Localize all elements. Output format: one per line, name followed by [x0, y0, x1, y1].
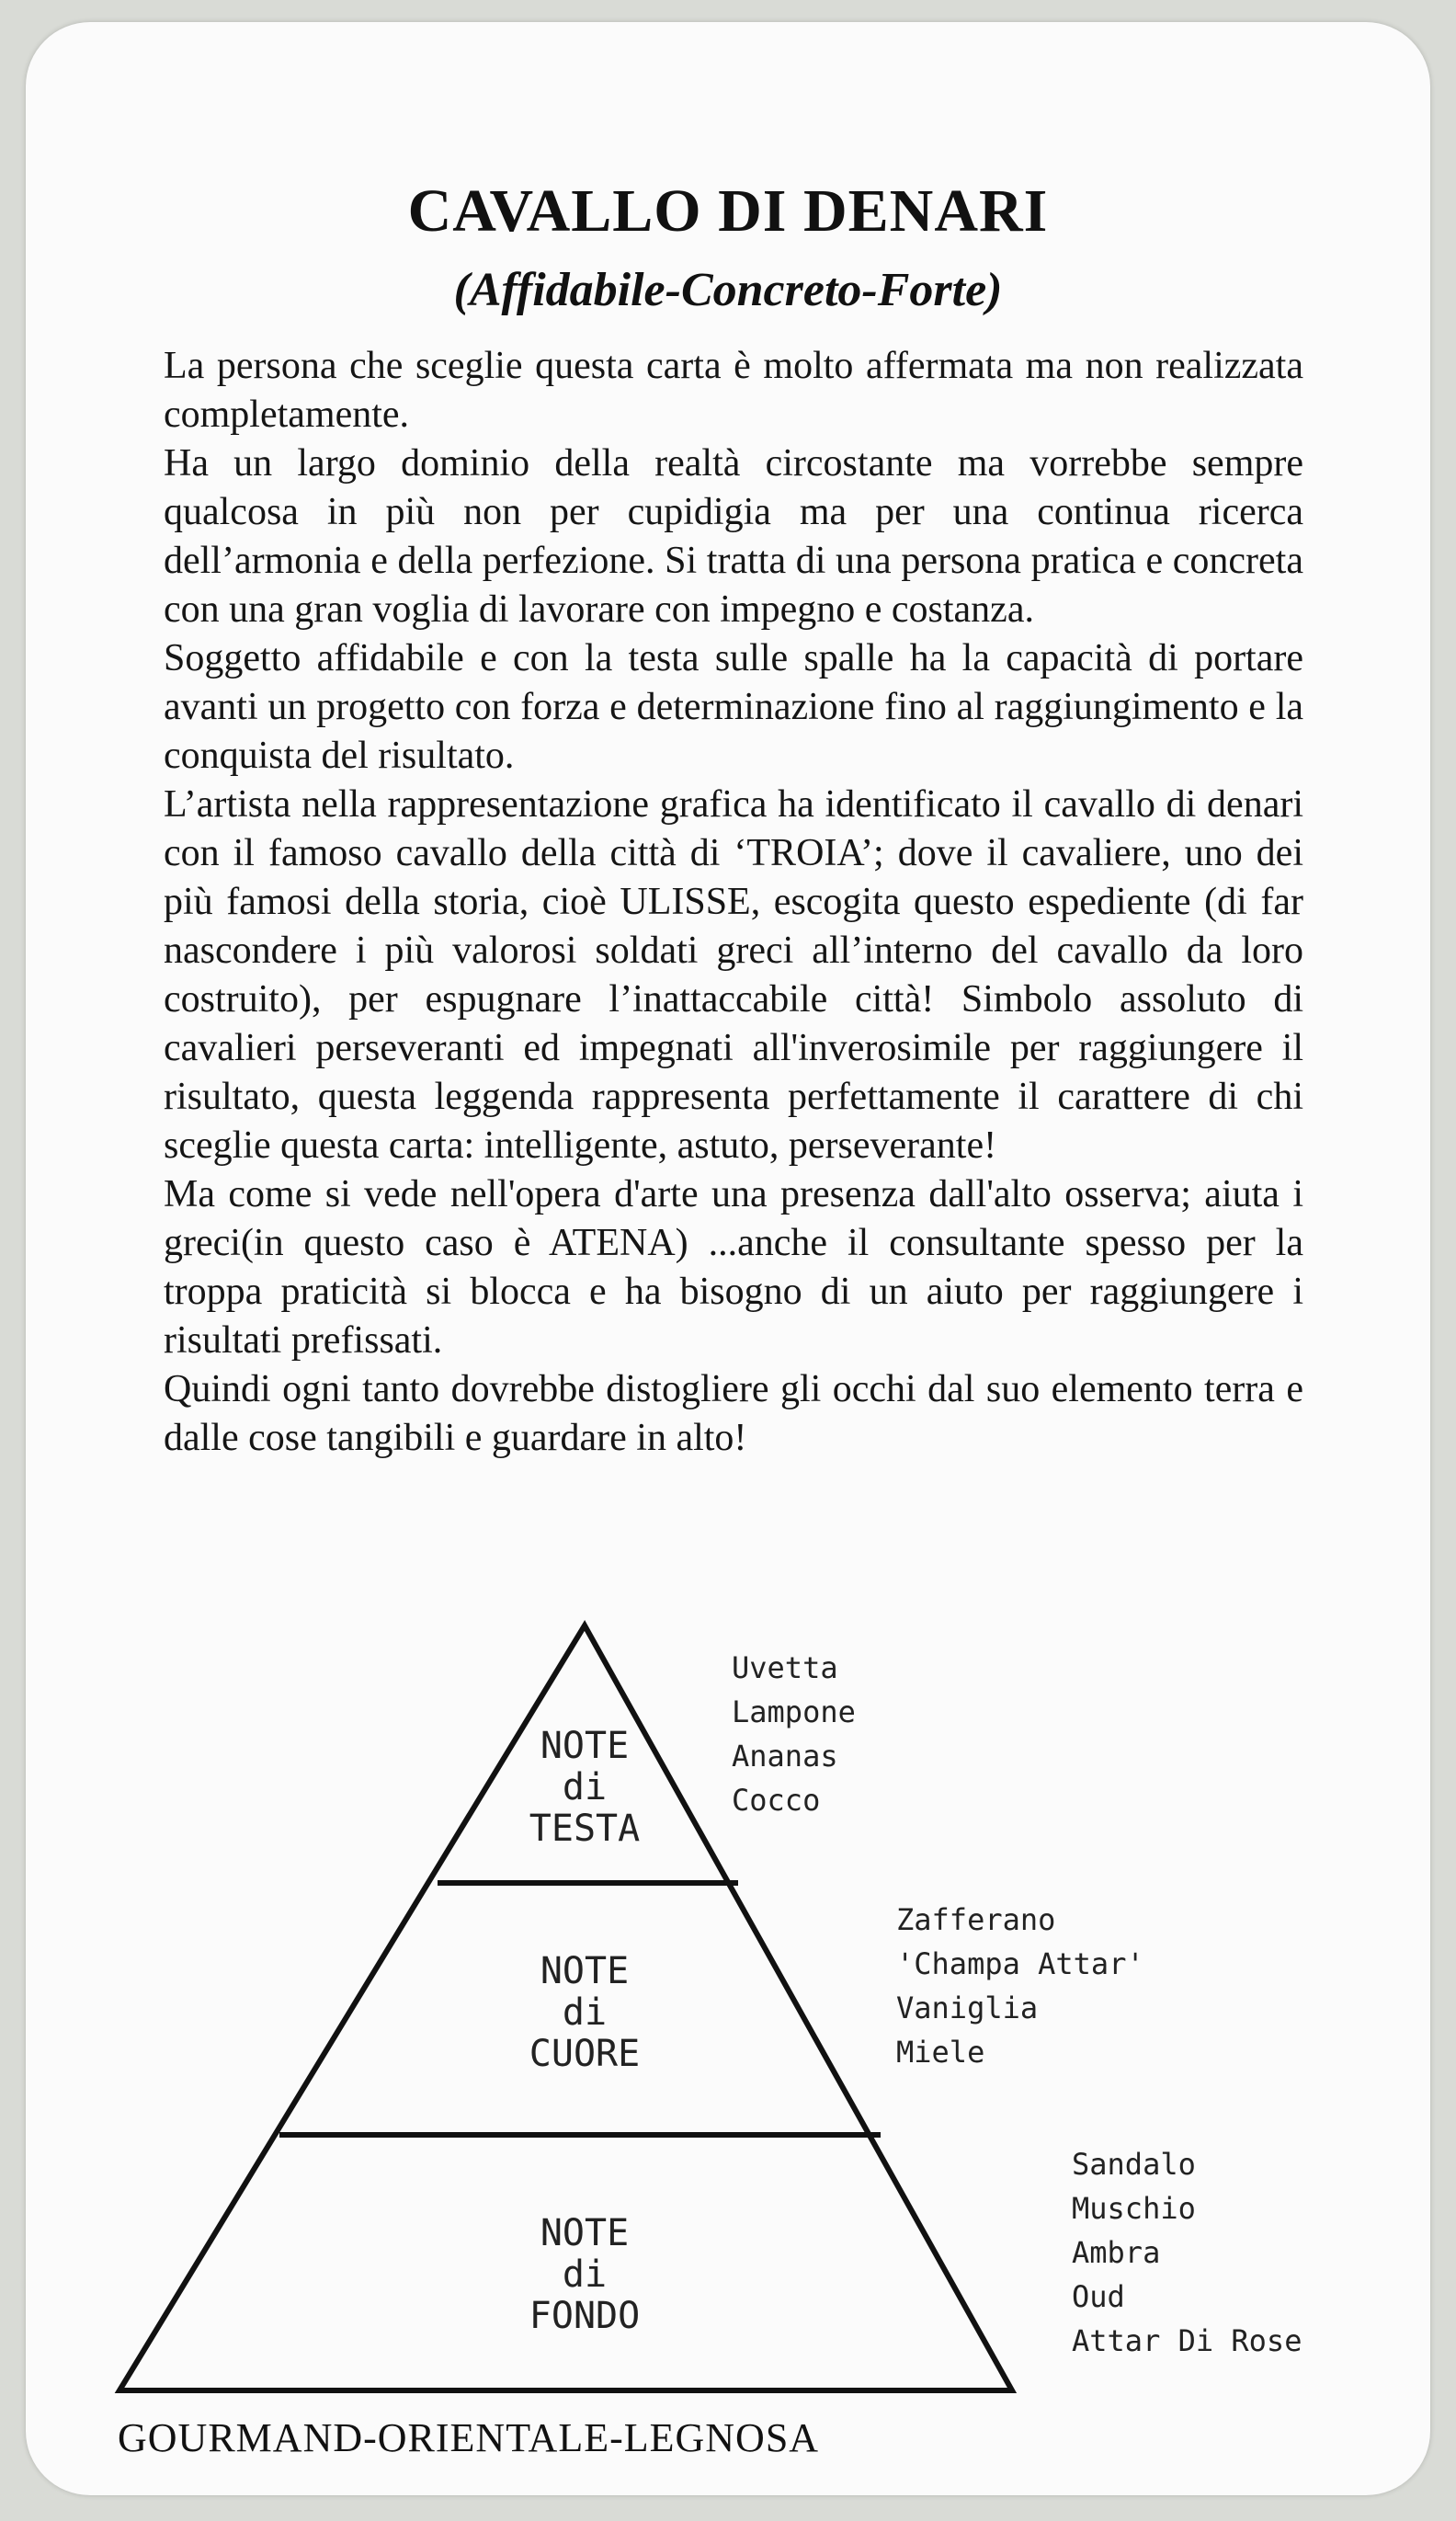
- tier-label-line: TESTA: [529, 1808, 641, 1850]
- fragrance-pyramid: [26, 22, 1430, 2495]
- pyramid-middle-label: [465, 1951, 704, 2075]
- note-item: Oud: [1072, 2279, 1125, 2314]
- note-item: Zafferano: [896, 1902, 1056, 1937]
- description-paragraph: L’artista nella rappresentazione grafica ha identificato il cavallo di denari con il famoso cavallo della città di ‘TROIA’; dove il cavaliere, uno dei più famosi della storia, cioè ULISSE, escogita questo espediente (di far nascondere i più valorosi soldati greci all’interno del cavallo da loro costruito), per espugnare l’inattaccabile città! Simbolo assoluto di cavalieri perseveranti ed impegnati all'inverosimile per raggiungere il risultato, questa leggenda rappresenta perfettamente il carattere di chi sceglie questa carta: intelligente, astuto, perseverante!: [164, 783, 1303, 1167]
- note-item: Uvetta: [732, 1650, 838, 1685]
- description-paragraph: Ha un largo dominio della realtà circostante ma vorrebbe sempre qualcosa in più non per cupidigia ma per una continua ricerca dell’armonia e della perfezione. Si tratta di una persona pratica e concreta con una gran voglia di lavorare con impegno e costanza.: [164, 442, 1303, 631]
- note-item: Muschio: [1072, 2191, 1196, 2226]
- description-paragraph: Quindi ogni tanto dovrebbe distogliere gli occhi dal suo elemento terra e dalle cose tangibili e guardare in alto!: [164, 1368, 1303, 1459]
- pyramid-base-label: [465, 2213, 704, 2337]
- tier-label-line: NOTE: [540, 1950, 630, 1992]
- note-item: Sandalo: [1072, 2147, 1196, 2182]
- description-paragraph: La persona che sceglie questa carta è molto affermata ma non realizzata completamente.: [164, 345, 1303, 436]
- note-item: Ananas: [732, 1739, 838, 1774]
- note-item: Cocco: [732, 1783, 821, 1818]
- card: [26, 22, 1430, 2495]
- pyramid-top-label: [465, 1726, 704, 1850]
- tier-label-line: di: [562, 1991, 608, 2034]
- card-subtitle: (Affidabile-Concreto-Forte): [453, 264, 1003, 316]
- tier-label-line: CUORE: [529, 2033, 641, 2075]
- tier-label-line: NOTE: [540, 2212, 630, 2254]
- fragrance-family: GOURMAND-ORIENTALE-LEGNOSA: [118, 2415, 820, 2460]
- tier-label-line: NOTE: [540, 1725, 630, 1767]
- tier-label-line: di: [562, 1766, 608, 1808]
- note-item: 'Champa Attar': [896, 1946, 1144, 1981]
- note-item: Attar Di Rose: [1072, 2323, 1302, 2358]
- description-paragraph: Ma come si vede nell'opera d'arte una presenza dall'alto osserva; aiuta i greci(in questo caso è ATENA) ...anche il consultante spesso per la troppa praticità si blocca e ha bisogno di un aiuto per raggiungere i risultati prefissati.: [164, 1173, 1303, 1362]
- pyramid-top-notes: [732, 1646, 856, 1822]
- note-item: Ambra: [1072, 2235, 1161, 2270]
- card-title: CAVALLO DI DENARI: [407, 177, 1049, 245]
- pyramid-base-notes: [1072, 2142, 1302, 2363]
- note-item: Miele: [896, 2035, 985, 2070]
- tier-label-line: di: [562, 2253, 608, 2296]
- note-item: Vaniglia: [896, 1991, 1039, 2025]
- description-paragraph: Soggetto affidabile e con la testa sulle spalle ha la capacità di portare avanti un progetto con forza e determinazione fino al raggiungimento e la conquista del risultato.: [164, 637, 1303, 777]
- note-item: Lampone: [732, 1694, 856, 1729]
- pyramid-middle-notes: [896, 1898, 1144, 2074]
- tier-label-line: FONDO: [529, 2295, 641, 2337]
